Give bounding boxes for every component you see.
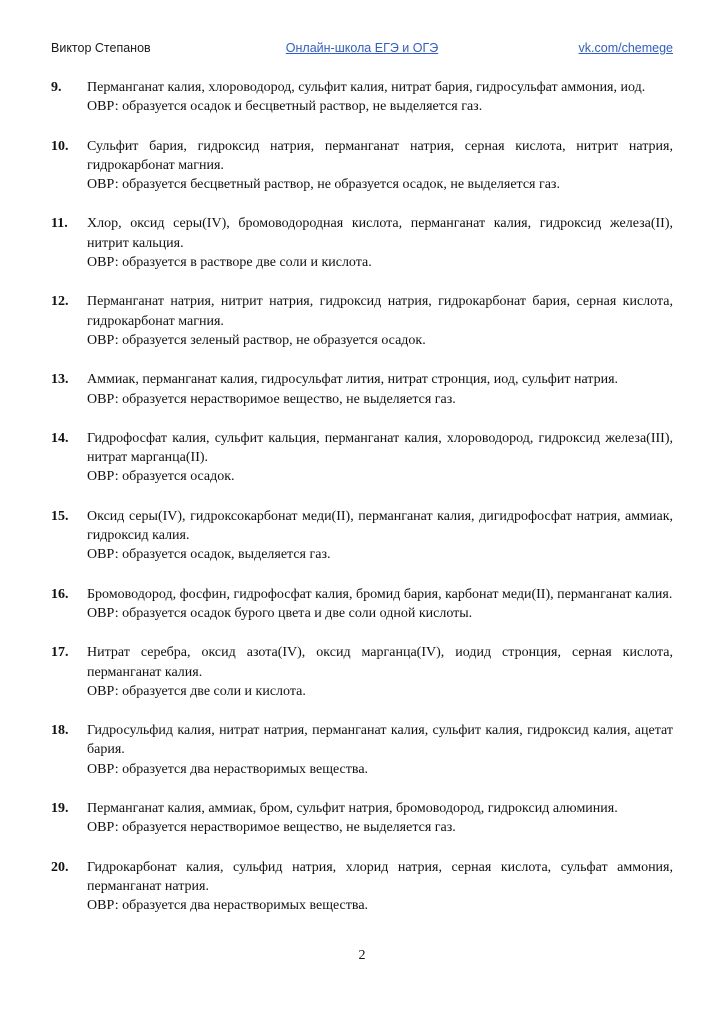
ovr-condition: ОВР: образуется бесцветный раствор, не образуется осадок, не выделяется газ. — [87, 177, 560, 193]
substances-text: Перманганат натрия, нитрит натрия, гидроксид натрия, гидрокарбонат бария, серная кислота, гидрокарбонат магния. — [87, 294, 673, 329]
task-number: 10. — [51, 138, 69, 154]
task-item-9 — [51, 78, 673, 117]
task-item-20 — [51, 858, 673, 916]
task-number: 13. — [51, 372, 69, 388]
ovr-condition: ОВР: образуется осадок. — [87, 469, 235, 485]
task-number: 14. — [51, 430, 69, 446]
task-number: 11. — [51, 216, 68, 232]
vk-link[interactable]: vk.com/chemege — [578, 41, 673, 55]
ovr-condition: ОВР: образуется осадок и бесцветный раствор, не выделяется газ. — [87, 99, 483, 115]
task-item-11 — [51, 214, 673, 272]
ovr-condition: ОВР: образуется нерастворимое вещество, не выделяется газ. — [87, 391, 456, 407]
substances-text: Оксид серы(IV), гидроксокарбонат меди(II), перманганат калия, дигидрофосфат натрия, аммиак, гидроксид калия. — [87, 508, 673, 544]
task-number: 16. — [51, 586, 69, 602]
substances-text: Сульфит бария, гидроксид натрия, перманганат натрия, серная кислота, нитрит натрия, гидрокарбонат магния. — [87, 138, 673, 173]
task-item-17 — [51, 643, 673, 701]
task-list — [51, 78, 673, 936]
task-item-19 — [51, 799, 673, 838]
page-number: 2 — [358, 948, 366, 963]
task-number: 19. — [51, 801, 69, 817]
ovr-condition: ОВР: образуется два нерастворимых вещества. — [87, 761, 369, 777]
task-number: 17. — [51, 645, 69, 661]
substances-text: Хлор, оксид серы(IV), бромоводородная кислота, перманганат калия, гидроксид железа(II), нитрит кальция. — [87, 216, 673, 251]
substances-text: Аммиак, перманганат калия, гидросульфат лития, нитрат стронция, иод, сульфит натрия. — [87, 372, 619, 388]
substances-text: Гидрокарбонат калия, сульфид натрия, хлорид натрия, серная кислота, сульфат аммония, перманганат натрия. — [87, 859, 673, 894]
task-number: 9. — [51, 80, 62, 95]
task-number: 15. — [51, 508, 69, 524]
substances-text: Перманганат калия, хлороводород, сульфит калия, нитрат бария, гидросульфат аммония, иод. — [87, 80, 646, 95]
task-number: 12. — [51, 294, 69, 310]
author-name: Виктор Степанов — [51, 41, 151, 55]
task-item-16 — [51, 585, 673, 624]
task-item-15 — [51, 507, 673, 565]
substances-text: Гидрофосфат калия, сульфит кальция, перманганат калия, хлороводород, гидроксид железа(III), нитрат марганца(II). — [87, 430, 673, 466]
task-item-18 — [51, 721, 673, 779]
task-item-13 — [51, 370, 673, 409]
task-number: 18. — [51, 723, 69, 739]
school-link[interactable]: Онлайн-школа ЕГЭ и ОГЭ — [285, 41, 439, 55]
substances-text: Гидросульфид калия, нитрат натрия, перманганат калия, сульфит калия, гидроксид калия, ацетат бария. — [87, 723, 673, 758]
ovr-condition: ОВР: образуется два нерастворимых вещества. — [87, 898, 369, 914]
ovr-condition: ОВР: образуется в растворе две соли и кислота. — [87, 255, 372, 271]
substances-text: Бромоводород, фосфин, гидрофосфат калия, бромид бария, карбонат меди(II), перманганат калия. — [87, 586, 673, 602]
ovr-condition: ОВР: образуется зеленый раствор, не образуется осадок. — [87, 332, 426, 348]
substances-text: Нитрат серебра, оксид азота(IV), оксид марганца(IV), иодид стронция, серная кислота, перманганат калия. — [87, 645, 673, 680]
task-item-12 — [51, 292, 673, 350]
ovr-condition: ОВР: образуется нерастворимое вещество, не выделяется газ. — [87, 820, 456, 836]
ovr-condition: ОВР: образуется осадок бурого цвета и две соли одной кислоты. — [87, 605, 473, 621]
task-number: 20. — [51, 859, 69, 875]
ovr-condition: ОВР: образуется осадок, выделяется газ. — [87, 547, 331, 563]
page-header — [51, 41, 673, 61]
task-item-14 — [51, 429, 673, 487]
task-item-10 — [51, 137, 673, 195]
substances-text: Перманганат калия, аммиак, бром, сульфит натрия, бромоводород, гидроксид алюминия. — [87, 801, 618, 817]
ovr-condition: ОВР: образуется две соли и кислота. — [87, 683, 306, 699]
